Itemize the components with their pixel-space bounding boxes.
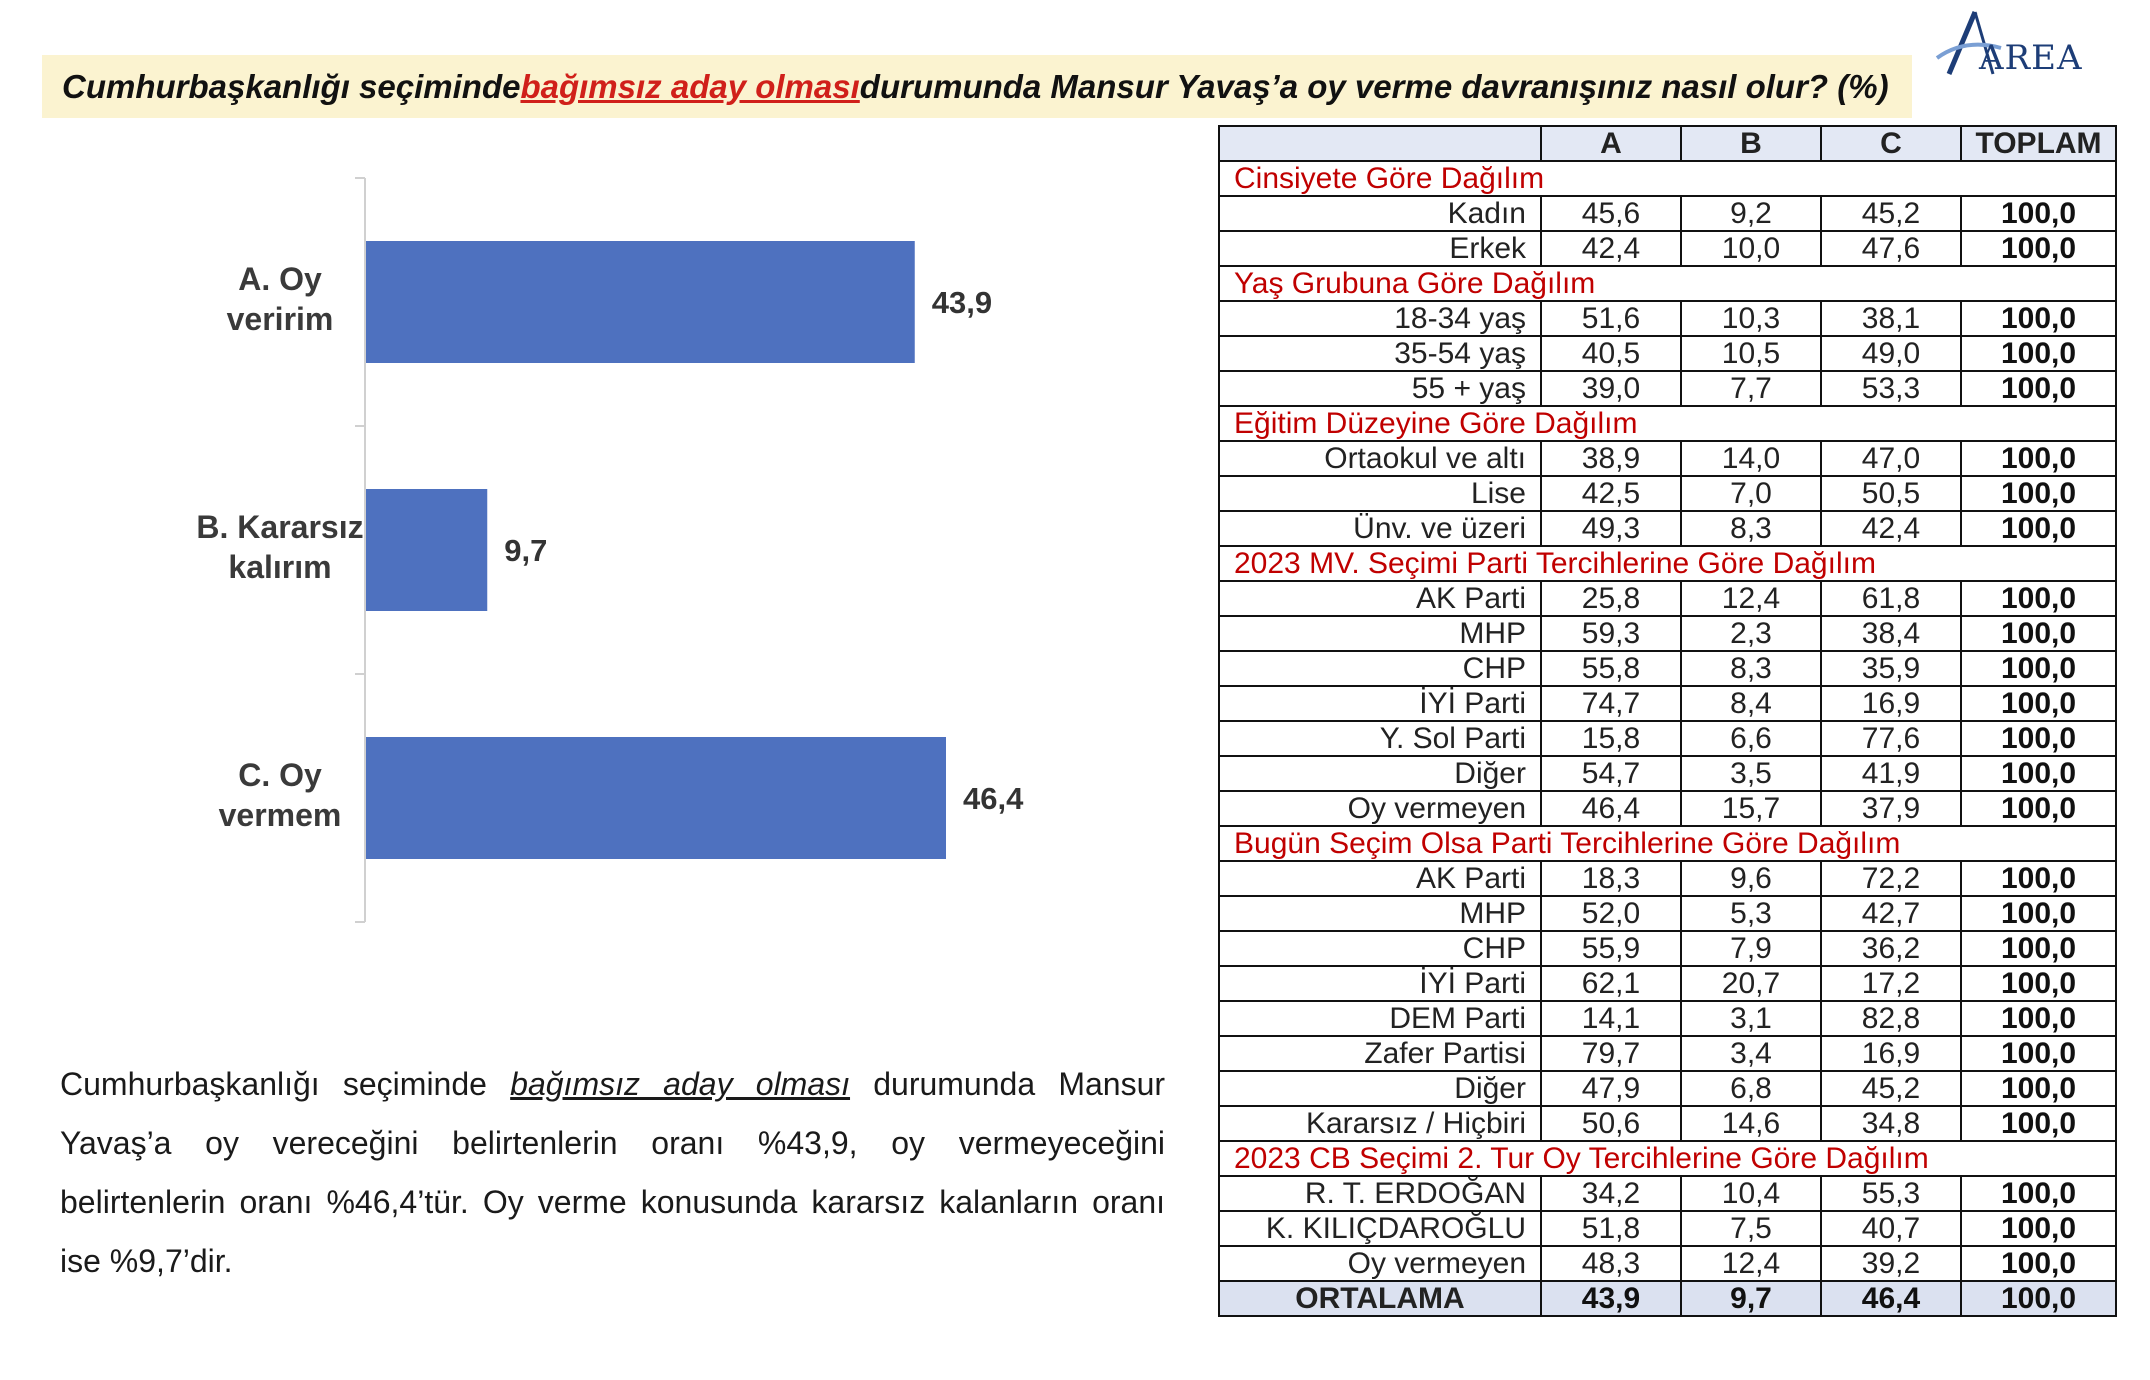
title-suffix: durumunda Mansur Yavaş’a oy verme davranışınız nasıl olur? (%) [859, 67, 1889, 105]
row-label: Y. Sol Parti [1219, 721, 1541, 756]
value-cell: 45,2 [1821, 196, 1961, 231]
value-cell: 7,5 [1681, 1211, 1821, 1246]
value-cell: 7,0 [1681, 476, 1821, 511]
value-cell: 34,8 [1821, 1106, 1961, 1141]
row-label: Erkek [1219, 231, 1541, 266]
total-cell: 100,0 [1961, 1246, 2116, 1281]
total-cell: 100,0 [1961, 336, 2116, 371]
value-cell: 47,0 [1821, 441, 1961, 476]
total-cell: 100,0 [1961, 1001, 2116, 1036]
summary-text-1: Cumhurbaşkanlığı seçiminde [60, 1066, 511, 1102]
value-cell: 37,9 [1821, 791, 1961, 826]
row-label: 18-34 yaş [1219, 301, 1541, 336]
value-cell: 6,8 [1681, 1071, 1821, 1106]
value-cell: 14,1 [1541, 1001, 1681, 1036]
title-prefix: Cumhurbaşkanlığı seçiminde [62, 67, 521, 105]
total-cell: 100,0 [1961, 231, 2116, 266]
row-label: Diğer [1219, 756, 1541, 791]
value-cell: 18,3 [1541, 861, 1681, 896]
total-cell: 100,0 [1961, 196, 2116, 231]
value-cell: 61,8 [1821, 581, 1961, 616]
value-cell: 3,5 [1681, 756, 1821, 791]
section-row [1219, 406, 2116, 441]
table-row [1219, 966, 2116, 1001]
row-label: Ortaokul ve altı [1219, 441, 1541, 476]
value-cell: 10,3 [1681, 301, 1821, 336]
total-cell: 100,0 [1961, 616, 2116, 651]
breakdown-table-container [1218, 125, 2117, 1317]
value-cell: 2,3 [1681, 616, 1821, 651]
row-label: K. KILIÇDAROĞLU [1219, 1211, 1541, 1246]
section-title: Bugün Seçim Olsa Parti Tercihlerine Göre Dağılım [1219, 826, 2116, 861]
bar [366, 241, 915, 363]
table-row [1219, 1176, 2116, 1211]
bar-value-label: 9,7 [504, 533, 548, 568]
value-cell: 55,8 [1541, 651, 1681, 686]
table-header-row [1219, 126, 2116, 161]
value-cell: 8,4 [1681, 686, 1821, 721]
value-cell: 45,2 [1821, 1071, 1961, 1106]
table-row [1219, 476, 2116, 511]
value-cell: 12,4 [1681, 1246, 1821, 1281]
total-cell: 100,0 [1961, 581, 2116, 616]
value-cell: 3,4 [1681, 1036, 1821, 1071]
value-cell: 54,7 [1541, 756, 1681, 791]
value-cell: 17,2 [1821, 966, 1961, 1001]
value-cell: 50,5 [1821, 476, 1961, 511]
value-cell: 72,2 [1821, 861, 1961, 896]
section-title: Cinsiyete Göre Dağılım [1219, 161, 2116, 196]
value-cell: 10,4 [1681, 1176, 1821, 1211]
category-label: C. Oy [238, 757, 322, 793]
section-row [1219, 161, 2116, 196]
summary-paragraph [60, 1055, 1165, 1291]
total-cell: 100,0 [1961, 1176, 2116, 1211]
section-title: 2023 CB Seçimi 2. Tur Oy Tercihlerine Göre Dağılım [1219, 1141, 2116, 1176]
value-cell: 52,0 [1541, 896, 1681, 931]
value-cell: 82,8 [1821, 1001, 1961, 1036]
value-cell: 49,0 [1821, 336, 1961, 371]
value-cell: 15,7 [1681, 791, 1821, 826]
value-cell: 8,3 [1681, 511, 1821, 546]
value-cell: 3,1 [1681, 1001, 1821, 1036]
value-cell: 10,5 [1681, 336, 1821, 371]
row-label: İYİ Parti [1219, 686, 1541, 721]
table-row [1219, 196, 2116, 231]
total-cell: 100,0 [1961, 371, 2116, 406]
value-cell: 5,3 [1681, 896, 1821, 931]
value-cell: 14,6 [1681, 1106, 1821, 1141]
table-row [1219, 616, 2116, 651]
header-b: B [1681, 126, 1821, 161]
row-label: DEM Parti [1219, 1001, 1541, 1036]
value-cell: 35,9 [1821, 651, 1961, 686]
summary-underlined: bağımsız aday olması [510, 1066, 851, 1102]
value-cell: 41,9 [1821, 756, 1961, 791]
value-cell: 25,8 [1541, 581, 1681, 616]
value-cell: 79,7 [1541, 1036, 1681, 1071]
area-logo [1935, 8, 2095, 78]
total-cell: 100,0 [1961, 1106, 2116, 1141]
table-row [1219, 581, 2116, 616]
total-cell: 100,0 [1961, 896, 2116, 931]
value-cell: 20,7 [1681, 966, 1821, 1001]
section-title: Eğitim Düzeyine Göre Dağılım [1219, 406, 2116, 441]
value-cell: 42,4 [1821, 511, 1961, 546]
table-row [1219, 651, 2116, 686]
category-label: vermem [218, 797, 342, 833]
value-cell: 16,9 [1821, 686, 1961, 721]
average-cell: 46,4 [1821, 1281, 1961, 1316]
page-title [42, 55, 1912, 118]
total-cell: 100,0 [1961, 931, 2116, 966]
total-cell: 100,0 [1961, 511, 2116, 546]
total-cell: 100,0 [1961, 1036, 2116, 1071]
average-cell: 9,7 [1681, 1281, 1821, 1316]
row-label: MHP [1219, 616, 1541, 651]
table-row [1219, 721, 2116, 756]
table-row [1219, 301, 2116, 336]
row-label: Zafer Partisi [1219, 1036, 1541, 1071]
value-cell: 9,6 [1681, 861, 1821, 896]
category-label: B. Kararsız [196, 509, 364, 545]
row-label: CHP [1219, 651, 1541, 686]
header-total: TOPLAM [1961, 126, 2116, 161]
average-cell: 43,9 [1541, 1281, 1681, 1316]
section-row [1219, 826, 2116, 861]
table-row [1219, 1036, 2116, 1071]
value-cell: 6,6 [1681, 721, 1821, 756]
total-cell: 100,0 [1961, 441, 2116, 476]
section-title: Yaş Grubuna Göre Dağılım [1219, 266, 2116, 301]
value-cell: 77,6 [1821, 721, 1961, 756]
value-cell: 45,6 [1541, 196, 1681, 231]
bar-value-label: 43,9 [931, 285, 993, 320]
summary-text-2: durumunda Mansur Yavaş’a oy vereceğini belirtenlerin oranı %43,9, oy vermeyeceğini belirtenlerin oranı %46,4’tür. Oy verme konusunda kararsız kalanların oranı ise %9,7’dir. [60, 1066, 1166, 1279]
value-cell: 50,6 [1541, 1106, 1681, 1141]
table-row [1219, 931, 2116, 966]
value-cell: 34,2 [1541, 1176, 1681, 1211]
section-row [1219, 1141, 2116, 1176]
total-cell: 100,0 [1961, 651, 2116, 686]
category-label: A. Oy [238, 261, 322, 297]
value-cell: 48,3 [1541, 1246, 1681, 1281]
value-cell: 7,7 [1681, 371, 1821, 406]
row-label: İYİ Parti [1219, 966, 1541, 1001]
breakdown-table [1218, 125, 2117, 1317]
total-cell: 100,0 [1961, 861, 2116, 896]
section-row [1219, 266, 2116, 301]
row-label: Kadın [1219, 196, 1541, 231]
bar-value-label: 46,4 [963, 781, 1024, 816]
average-cell: 100,0 [1961, 1281, 2116, 1316]
row-label: 55 + yaş [1219, 371, 1541, 406]
total-cell: 100,0 [1961, 756, 2116, 791]
row-label: AK Parti [1219, 581, 1541, 616]
total-cell: 100,0 [1961, 721, 2116, 756]
value-cell: 55,3 [1821, 1176, 1961, 1211]
row-label: Oy vermeyen [1219, 1246, 1541, 1281]
bar-chart [150, 170, 1100, 950]
value-cell: 40,7 [1821, 1211, 1961, 1246]
total-cell: 100,0 [1961, 966, 2116, 1001]
header-blank [1219, 126, 1541, 161]
title-highlight: bağımsız aday olması [520, 67, 860, 105]
bar [366, 737, 946, 859]
value-cell: 59,3 [1541, 616, 1681, 651]
logo-text: AREA [1979, 38, 2083, 78]
row-label: Oy vermeyen [1219, 791, 1541, 826]
value-cell: 74,7 [1541, 686, 1681, 721]
row-label: Kararsız / Hiçbiri [1219, 1106, 1541, 1141]
table-row [1219, 791, 2116, 826]
row-label: Lise [1219, 476, 1541, 511]
table-row [1219, 336, 2116, 371]
value-cell: 42,5 [1541, 476, 1681, 511]
value-cell: 15,8 [1541, 721, 1681, 756]
value-cell: 62,1 [1541, 966, 1681, 1001]
value-cell: 46,4 [1541, 791, 1681, 826]
value-cell: 38,4 [1821, 616, 1961, 651]
table-row [1219, 511, 2116, 546]
value-cell: 8,3 [1681, 651, 1821, 686]
table-row [1219, 1071, 2116, 1106]
value-cell: 42,4 [1541, 231, 1681, 266]
row-label: AK Parti [1219, 861, 1541, 896]
average-label: ORTALAMA [1219, 1281, 1541, 1316]
value-cell: 12,4 [1681, 581, 1821, 616]
value-cell: 16,9 [1821, 1036, 1961, 1071]
value-cell: 51,6 [1541, 301, 1681, 336]
header-a: A [1541, 126, 1681, 161]
section-row [1219, 546, 2116, 581]
row-label: Diğer [1219, 1071, 1541, 1106]
table-row [1219, 1106, 2116, 1141]
table-row [1219, 896, 2116, 931]
table-row [1219, 231, 2116, 266]
row-label: MHP [1219, 896, 1541, 931]
value-cell: 38,1 [1821, 301, 1961, 336]
value-cell: 47,6 [1821, 231, 1961, 266]
value-cell: 55,9 [1541, 931, 1681, 966]
total-cell: 100,0 [1961, 301, 2116, 336]
row-label: 35-54 yaş [1219, 336, 1541, 371]
value-cell: 47,9 [1541, 1071, 1681, 1106]
value-cell: 14,0 [1681, 441, 1821, 476]
table-row [1219, 1211, 2116, 1246]
category-label: kalırım [228, 549, 332, 585]
row-label: Ünv. ve üzeri [1219, 511, 1541, 546]
row-label: CHP [1219, 931, 1541, 966]
value-cell: 49,3 [1541, 511, 1681, 546]
table-row [1219, 441, 2116, 476]
row-label: R. T. ERDOĞAN [1219, 1176, 1541, 1211]
value-cell: 7,9 [1681, 931, 1821, 966]
total-cell: 100,0 [1961, 1211, 2116, 1246]
value-cell: 39,0 [1541, 371, 1681, 406]
total-cell: 100,0 [1961, 791, 2116, 826]
section-title: 2023 MV. Seçimi Parti Tercihlerine Göre Dağılım [1219, 546, 2116, 581]
table-row [1219, 756, 2116, 791]
average-row [1219, 1281, 2116, 1316]
value-cell: 38,9 [1541, 441, 1681, 476]
table-row [1219, 371, 2116, 406]
header-c: C [1821, 126, 1961, 161]
category-label: veririm [226, 301, 334, 337]
table-row [1219, 861, 2116, 896]
value-cell: 42,7 [1821, 896, 1961, 931]
table-row [1219, 1001, 2116, 1036]
total-cell: 100,0 [1961, 1071, 2116, 1106]
value-cell: 53,3 [1821, 371, 1961, 406]
table-row [1219, 686, 2116, 721]
value-cell: 36,2 [1821, 931, 1961, 966]
value-cell: 10,0 [1681, 231, 1821, 266]
value-cell: 51,8 [1541, 1211, 1681, 1246]
total-cell: 100,0 [1961, 686, 2116, 721]
table-row [1219, 1246, 2116, 1281]
total-cell: 100,0 [1961, 476, 2116, 511]
value-cell: 40,5 [1541, 336, 1681, 371]
value-cell: 9,2 [1681, 196, 1821, 231]
value-cell: 39,2 [1821, 1246, 1961, 1281]
bar [366, 489, 487, 611]
